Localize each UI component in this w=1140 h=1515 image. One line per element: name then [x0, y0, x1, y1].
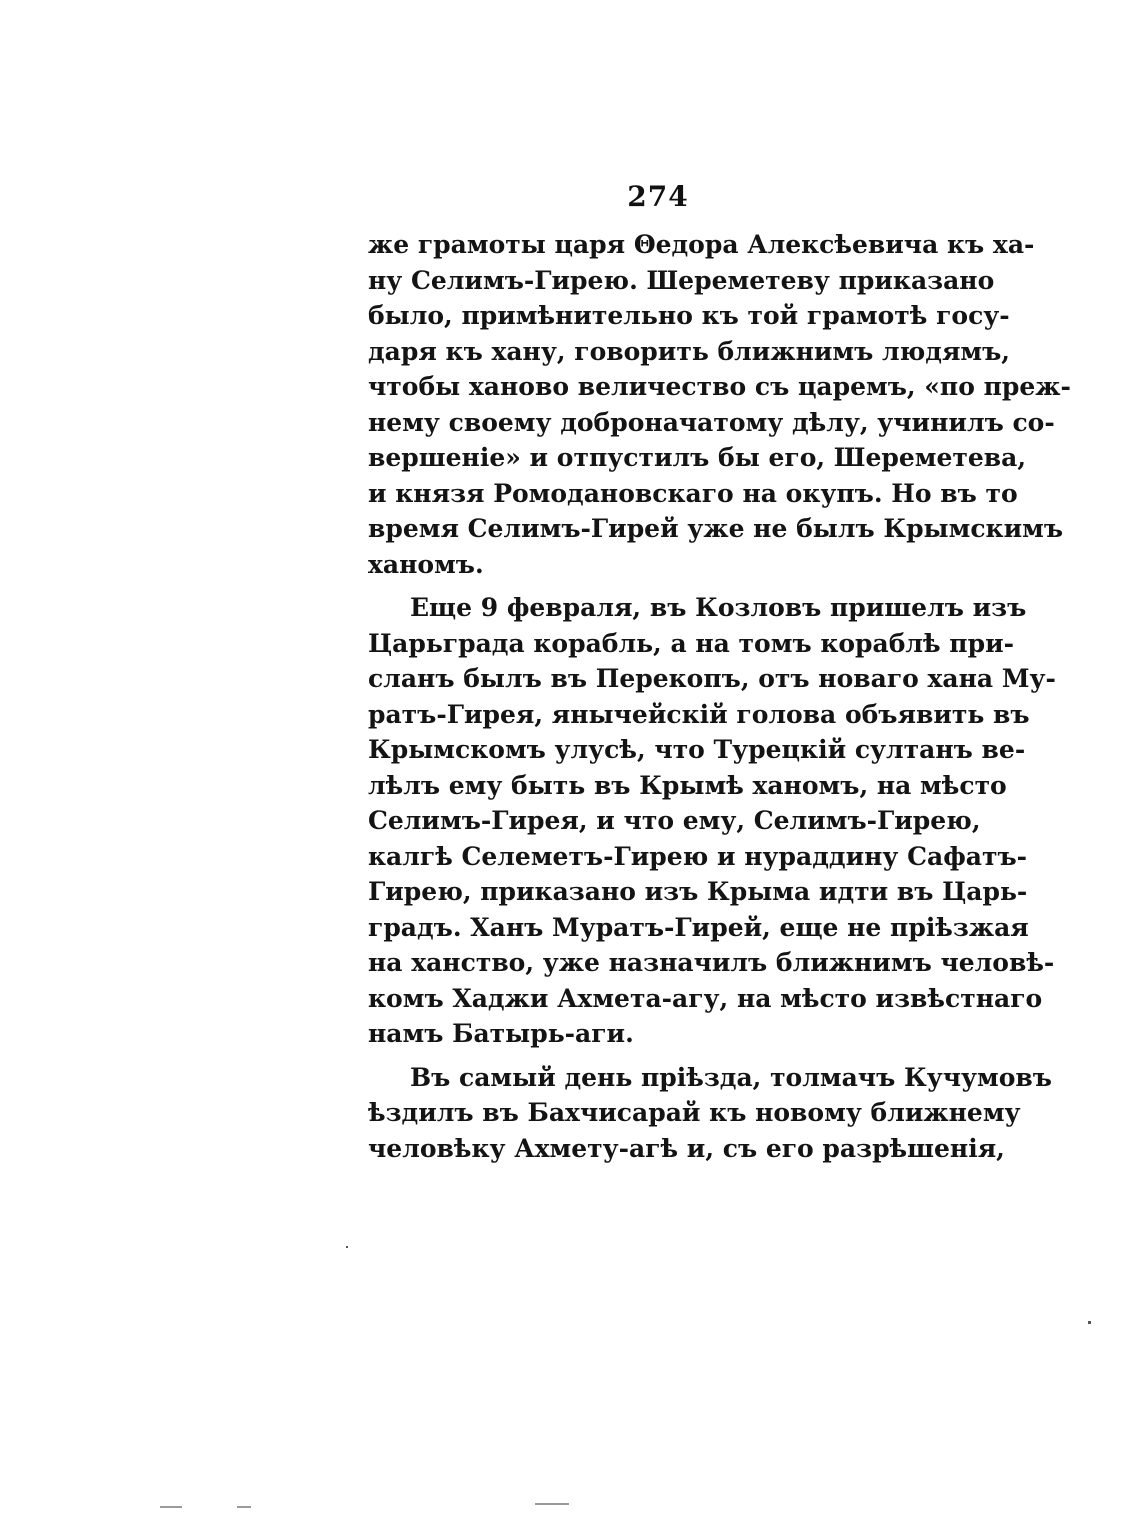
body-text — [368, 227, 1071, 1166]
paragraph-1 — [368, 227, 1071, 582]
text-line: было, примѣнительно къ той грамотѣ госу- — [368, 301, 1010, 330]
text-line: на ханство, уже назначилъ ближнимъ человѣ- — [368, 948, 1055, 977]
text-line: сланъ былъ въ Перекопъ, отъ новаго хана Му- — [368, 664, 1056, 693]
text-line: калгѣ Селеметъ-Гирею и нураддину Сафатъ- — [368, 841, 1027, 871]
scan-edge-mark — [535, 1503, 569, 1505]
text-line: Въ самый день пріѣзда, толмачъ Кучумовъ — [410, 1062, 1052, 1092]
text-line: ѣздилъ въ Бахчисарай къ новому ближнему — [368, 1098, 1021, 1127]
text-line: намъ Батырь-аги. — [368, 1019, 634, 1048]
text-line: и князя Ромодановскаго на окупъ. Но въ то — [368, 478, 1018, 508]
page-number: 274 — [627, 180, 689, 213]
paragraph-2 — [368, 590, 1056, 1052]
text-line: комъ Хаджи Ахмета-агу, на мѣсто извѣстнаго — [368, 983, 1043, 1013]
text-line: лѣлъ ему быть въ Крымѣ ханомъ, на мѣсто — [368, 770, 1007, 800]
text-line: человѣку Ахмету-агѣ и, съ его разрѣшенія, — [368, 1133, 1005, 1163]
scan-edge-mark — [160, 1506, 182, 1508]
text-line: Еще 9 февраля, въ Козловъ пришелъ изъ — [410, 593, 1027, 622]
text-line: ну Селимъ-Гирею. Шереметеву приказано — [368, 265, 995, 295]
text-line: ханомъ. — [368, 549, 484, 579]
scan-edge-mark — [237, 1506, 251, 1508]
text-line: Селимъ-Гирея, и что ему, Селимъ-Гирею, — [368, 806, 981, 835]
text-line: даря къ хану, говорить ближнимъ людямъ, — [368, 336, 1011, 366]
text-line: Гирею, приказано изъ Крыма идти въ Царь- — [368, 877, 1028, 906]
text-line: ратъ-Гирея, янычейскій голова объявить въ — [368, 699, 1030, 729]
text-line: вершеніе» и отпустилъ бы его, Шереметева, — [368, 443, 1027, 472]
text-line: чтобы ханово величество съ царемъ, «по преж- — [368, 372, 1071, 401]
scan-speck — [346, 1246, 348, 1248]
text-line: Царьграда корабль, а на томъ кораблѣ при- — [368, 628, 1015, 658]
scan-speck — [1088, 1321, 1091, 1324]
text-line: же грамоты царя Θедора Алексѣевича къ ха- — [368, 230, 1035, 259]
text-line: нему своему доброначатому дѣлу, учинилъ со- — [368, 407, 1055, 437]
text-line: время Селимъ-Гирей уже не былъ Крымскимъ — [368, 514, 1064, 543]
text-line: Крымскомъ улусѣ, что Турецкій султанъ ве- — [368, 735, 1026, 764]
paragraph-3 — [368, 1060, 1052, 1167]
text-line: градъ. Ханъ Муратъ-Гирей, еще не пріѣзжая — [368, 912, 1029, 942]
